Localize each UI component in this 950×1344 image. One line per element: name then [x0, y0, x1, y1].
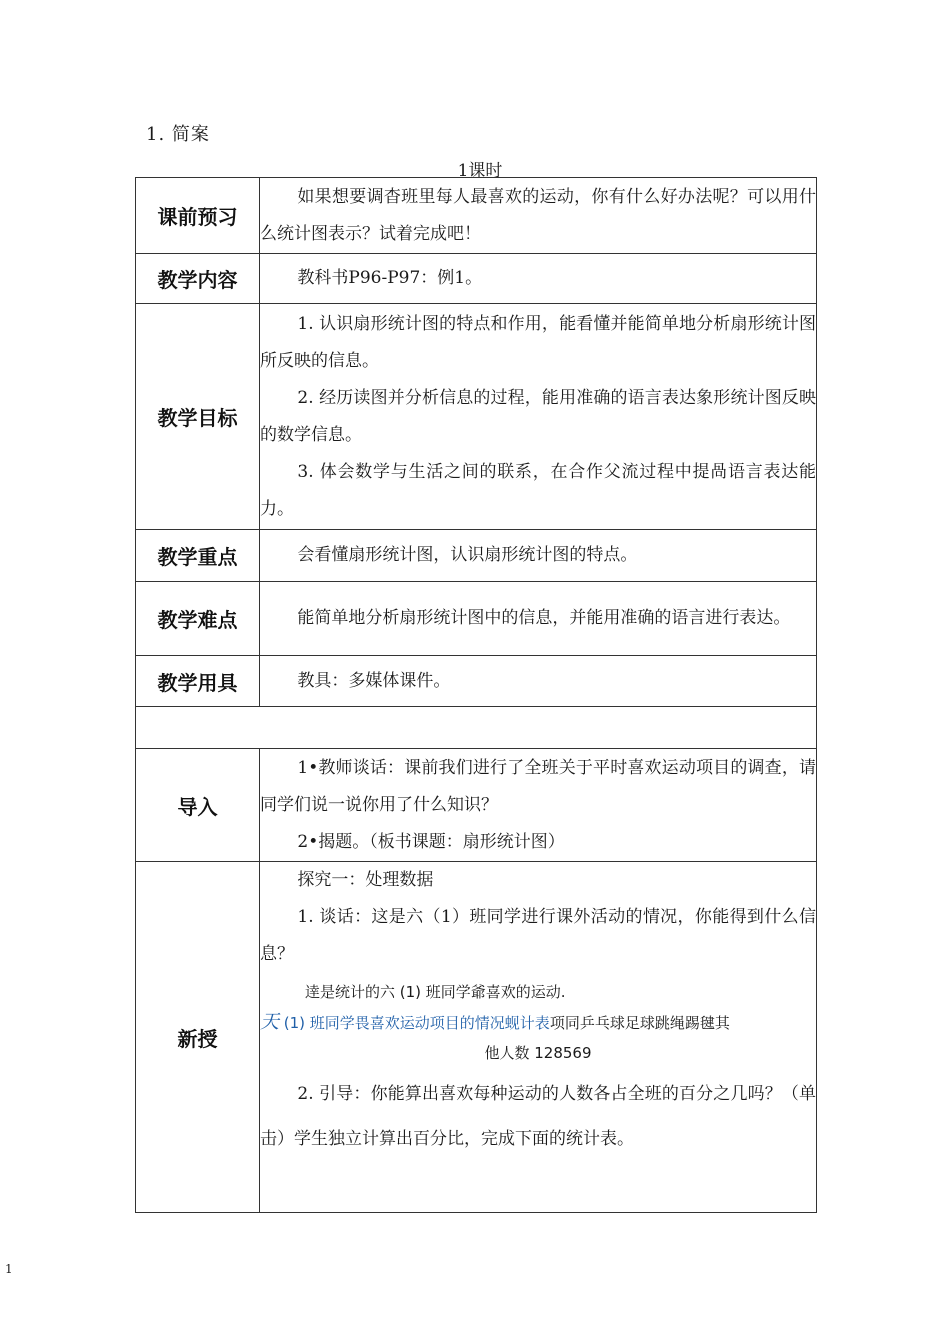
guide-text: 2. 引导：你能算出喜欢每种运动的人数各占全班的百分之几吗？（单击）学生独立计算出百分比，完成下面的统计表。 [260, 1084, 816, 1149]
row-content-tools [260, 656, 817, 707]
row-label-goals: 教学目标 [136, 304, 260, 530]
row-difficulty [136, 582, 817, 656]
row-content-goals [260, 304, 817, 530]
chart-caption: 逹是统计的六 (1) 班同学爺喜欢的运动. [305, 983, 566, 1001]
row-goals [136, 304, 817, 530]
row-content [136, 254, 817, 304]
row-content-difficulty [260, 582, 817, 656]
goal-item: 3. 体会数学与生活之间的联系，在合作父流过程中提咼语言表达能力。 [260, 461, 816, 519]
tools-text: 教具：多媒体课件。 [297, 670, 451, 691]
chart-title-line [260, 1007, 816, 1038]
row-label-preview: 课前预习 [136, 178, 260, 254]
row-label-key: 教学重点 [136, 530, 260, 582]
content-text: 教科书P96-P97：例1。 [297, 268, 483, 288]
row-label-difficulty: 教学难点 [136, 582, 260, 656]
chart-header-cells: 项同乒乓球足球跳绳踢毽其 [549, 1014, 730, 1032]
row-label-intro: 导入 [136, 749, 260, 862]
chart-data-line: 他人数 128569 [484, 1044, 592, 1062]
row-label-content: 教学内容 [136, 254, 260, 304]
row-content-content [260, 254, 817, 304]
row-content-preview [260, 178, 817, 254]
goal-item: 1. 认识扇形统计图的特点和作用，能看懂并能简单地分析扇形统计图所反映的信息。 [260, 313, 816, 371]
intro-item: 2•揭题。（板书课题：扇形统计图） [297, 831, 565, 852]
explore-heading: 探究一：处理数据 [297, 870, 434, 890]
row-preview [136, 178, 817, 254]
row-empty [136, 707, 817, 749]
chart-title: (1) 班同学畏喜欢运动项目的情况蚬计表 [279, 1014, 550, 1032]
lesson-label: 1课时 [457, 161, 503, 181]
page-number: 1 [5, 1262, 13, 1276]
talk-text: 1. 谈话：这是六（1）班同学进行课外活动的情况，你能得到什么信息？ [260, 907, 816, 964]
row-label-tools: 教学用具 [136, 656, 260, 707]
difficulty-text: 能简单地分析扇形统计图中的信息，并能用准确的语言进行表达。 [297, 608, 791, 628]
row-content-intro [260, 749, 817, 862]
row-tools [136, 656, 817, 707]
row-key [136, 530, 817, 582]
empty-cell [136, 707, 817, 749]
row-label-new: 新授 [136, 862, 260, 1213]
row-content-new [260, 862, 817, 1213]
row-content-key [260, 530, 817, 582]
intro-item: 1•教师谈话：课前我们进行了全班关于平时喜欢运动项目的调查，请同学们说一说你用了什么知识？ [260, 757, 816, 815]
row-intro [136, 749, 817, 862]
chart-glyph: 天 [260, 1011, 280, 1033]
goal-item: 2. 经历读图并分析信息的过程，能用准确的语言表达象形统计图反映的数学信息。 [260, 387, 816, 445]
preview-text: 如果想要调杳班里每人最喜欢的运动，你有什么好办法呢？可以用什么统计图表示？试着完成吧！ [260, 186, 816, 244]
section-title: 1. 简案 [146, 124, 210, 145]
lesson-plan-table [135, 177, 817, 1213]
key-text: 会看懂扇形统计图，认识扇形统计图的特点。 [297, 545, 638, 565]
row-new [136, 862, 817, 1213]
